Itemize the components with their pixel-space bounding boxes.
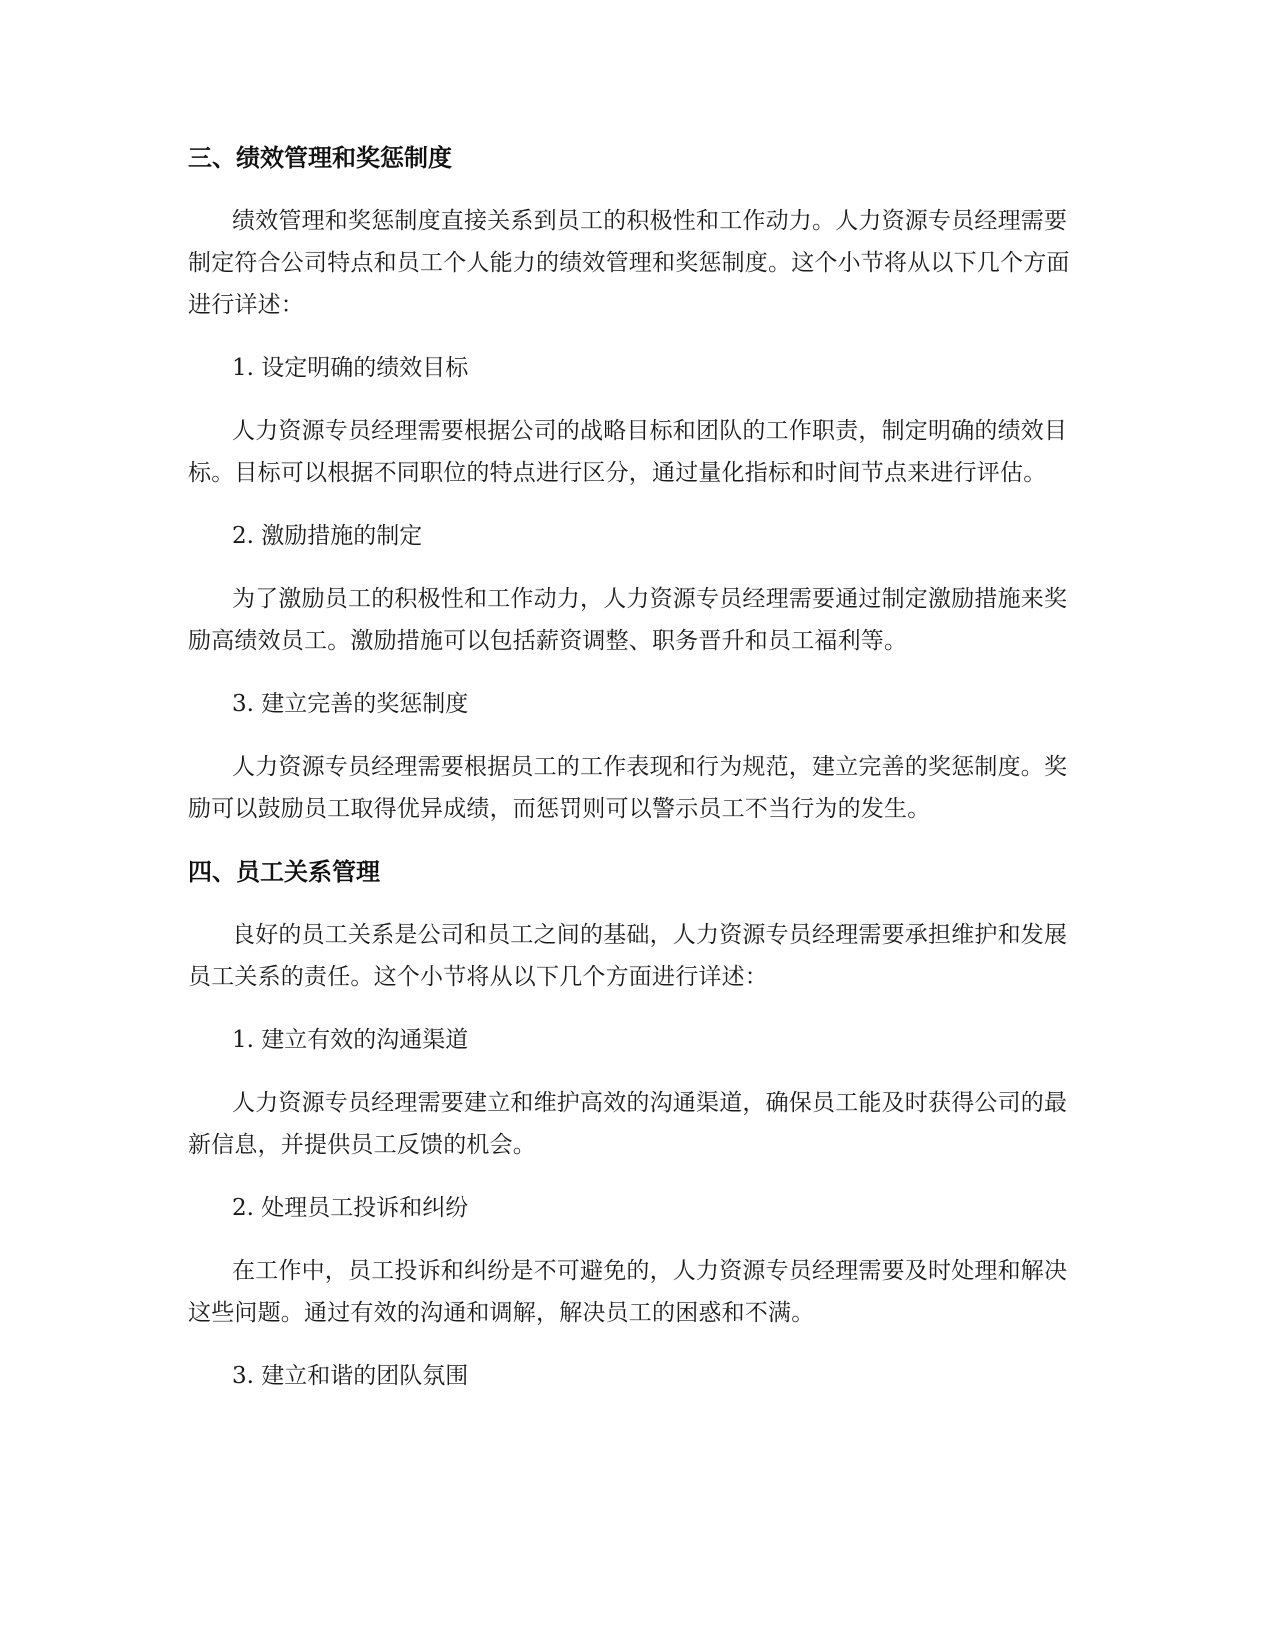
list-item-title: 1. 设定明确的绩效目标 — [232, 355, 469, 381]
list-item-title: 3. 建立完善的奖惩制度 — [232, 691, 469, 717]
section-intro: 良好的员工关系是公司和员工之间的基础，人力资源专员经理需要承担维护和发展员工关系的责任。这个小节将从以下几个方面进行详述： — [188, 922, 1068, 990]
list-item-title: 1. 建立有效的沟通渠道 — [232, 1027, 469, 1053]
list-item-title: 3. 建立和谐的团队氛围 — [232, 1363, 469, 1389]
document-page — [188, 138, 1088, 1418]
section-heading: 四、员工关系管理 — [188, 858, 380, 886]
list-item-body: 人力资源专员经理需要根据公司的战略目标和团队的工作职责，制定明确的绩效目标。目标可以根据不同职位的特点进行区分，通过量化指标和时间节点来进行评估。 — [188, 418, 1068, 486]
section-intro: 绩效管理和奖惩制度直接关系到员工的积极性和工作动力。人力资源专员经理需要制定符合公司特点和员工个人能力的绩效管理和奖惩制度。这个小节将从以下几个方面进行详述： — [188, 208, 1070, 318]
list-item-title: 2. 激励措施的制定 — [232, 523, 423, 549]
list-item-body: 为了激励员工的积极性和工作动力，人力资源专员经理需要通过制定激励措施来奖励高绩效员工。激励措施可以包括薪资调整、职务晋升和员工福利等。 — [188, 586, 1068, 654]
list-item-body: 人力资源专员经理需要根据员工的工作表现和行为规范，建立完善的奖惩制度。奖励可以鼓励员工取得优异成绩，而惩罚则可以警示员工不当行为的发生。 — [188, 754, 1068, 822]
list-item-title: 2. 处理员工投诉和纠纷 — [232, 1195, 469, 1221]
list-item-body: 在工作中，员工投诉和纠纷是不可避免的，人力资源专员经理需要及时处理和解决这些问题。通过有效的沟通和调解，解决员工的困惑和不满。 — [188, 1258, 1068, 1326]
list-item-body: 人力资源专员经理需要建立和维护高效的沟通渠道，确保员工能及时获得公司的最新信息，并提供员工反馈的机会。 — [188, 1090, 1068, 1158]
section-heading: 三、绩效管理和奖惩制度 — [188, 144, 452, 172]
